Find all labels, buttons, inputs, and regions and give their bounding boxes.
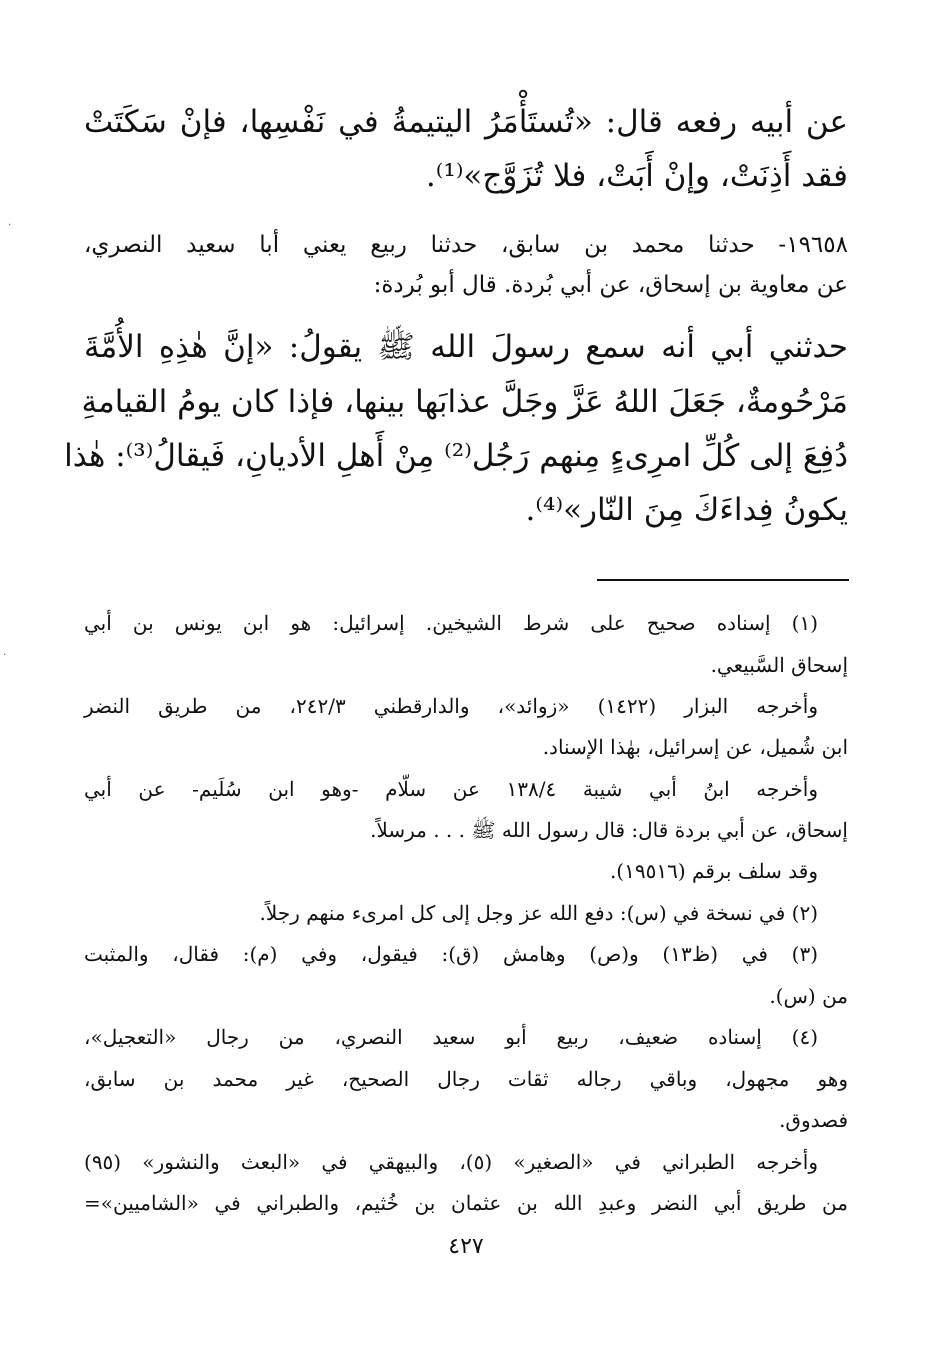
main-text-line: عن أبيه رفعه قال: «تُستَأْمَرُ اليتيمةُ في نَفْسِها، فإنْ سَكَتَتْ (84, 104, 848, 140)
margin-mark: . (3, 647, 7, 658)
hadith-chain-line: عن معاوية بن إسحاق، عن أبي بُردة. قال أبو بُردة: (373, 272, 848, 298)
footnote-separator (597, 579, 849, 581)
footnote-line: من (س). (769, 984, 848, 1008)
footnote-line: من طريق أبي النضر وعبدِ الله بن عثمان بن خُثيم، والطبراني في «الشاميين»= (84, 1191, 848, 1215)
footnote-line: وهو مجهول، وباقي رجاله ثقات رجال الصحيح، غير محمد بن سابق، (84, 1067, 848, 1091)
footnote-line: إسحاق، عن أبي بردة قال: قال رسول الله ﷺ . . . مرسلاً. (370, 818, 848, 842)
footnote-line: وقد سلف برقم (١٩٥١٦). (609, 859, 818, 883)
hadith-chain-line: ١٩٦٥٨- حدثنا محمد بن سابق، حدثنا ربيع يعني أبا سعيد النصري، (84, 232, 848, 258)
footnote-line: (٢) في نسخة في (س): دفع الله عز وجل إلى كل امرىء منهم رجلاً. (259, 901, 818, 925)
main-text-line: فقد أَذِنَتْ، وإنْ أَبَتْ، فلا تُزَوَّج»⁽¹⁾. (425, 158, 848, 194)
main-text-line: حدثني أبي أنه سمع رسولَ الله ﷺ يقولُ: «إنَّ هٰذِهِ الأُمَّةَ (84, 329, 848, 365)
footnote-line: فصدوق. (779, 1108, 848, 1132)
footnote-line: (٣) في (ظ١٣) و(ص) وهامش (ق): فيقول، وفي (م): فقال، والمثبت (84, 942, 818, 966)
page-number: ٤٢٧ (448, 1234, 484, 1259)
footnote-line: وأخرجه ابنُ أبي شيبة ١٣٨/٤ عن سلّام -وهو ابن سُلَيم- عن أبي (84, 777, 818, 801)
main-text-line: يكونُ فِداءَكَ مِنَ النّار»⁽⁴⁾. (525, 492, 848, 528)
footnote-line: (١) إسناده صحيح على شرط الشيخين. إسرائيل: هو ابن يونس بن أبي (84, 611, 818, 635)
main-text-line: دُفِعَ إلى كُلِّ امرِىءٍ مِنهم رَجُل⁽²⁾ مِنْ أَهلِ الأديانِ، فَيقالُ⁽³⁾: هٰذا (64, 438, 848, 474)
footnote-line: إسحاق السَّبيعي. (710, 653, 848, 677)
margin-mark: . (8, 217, 12, 228)
footnote-line: ابن شُميل، عن إسرائيل، بهٰذا الإسناد. (542, 735, 848, 759)
footnote-line: وأخرجه البزار (١٤٢٢) «زوائد»، والدارقطني ٢٤٢/٣، من طريق النضر (84, 694, 819, 718)
footnote-line: (٤) إسناده ضعيف، ربيع أبو سعيد النصري، من رجال «التعجيل»، (84, 1025, 818, 1049)
main-text-line: مَرْحُومةٌ، جَعَلَ اللهُ عَزَّ وجَلَّ عذابَها بينها، فإذا كان يومُ القيامةِ (81, 384, 848, 420)
footnote-line: وأخرجه الطبراني في «الصغير» (٥)، والبيهقي في «البعث والنشور» (٩٥) (84, 1150, 818, 1174)
